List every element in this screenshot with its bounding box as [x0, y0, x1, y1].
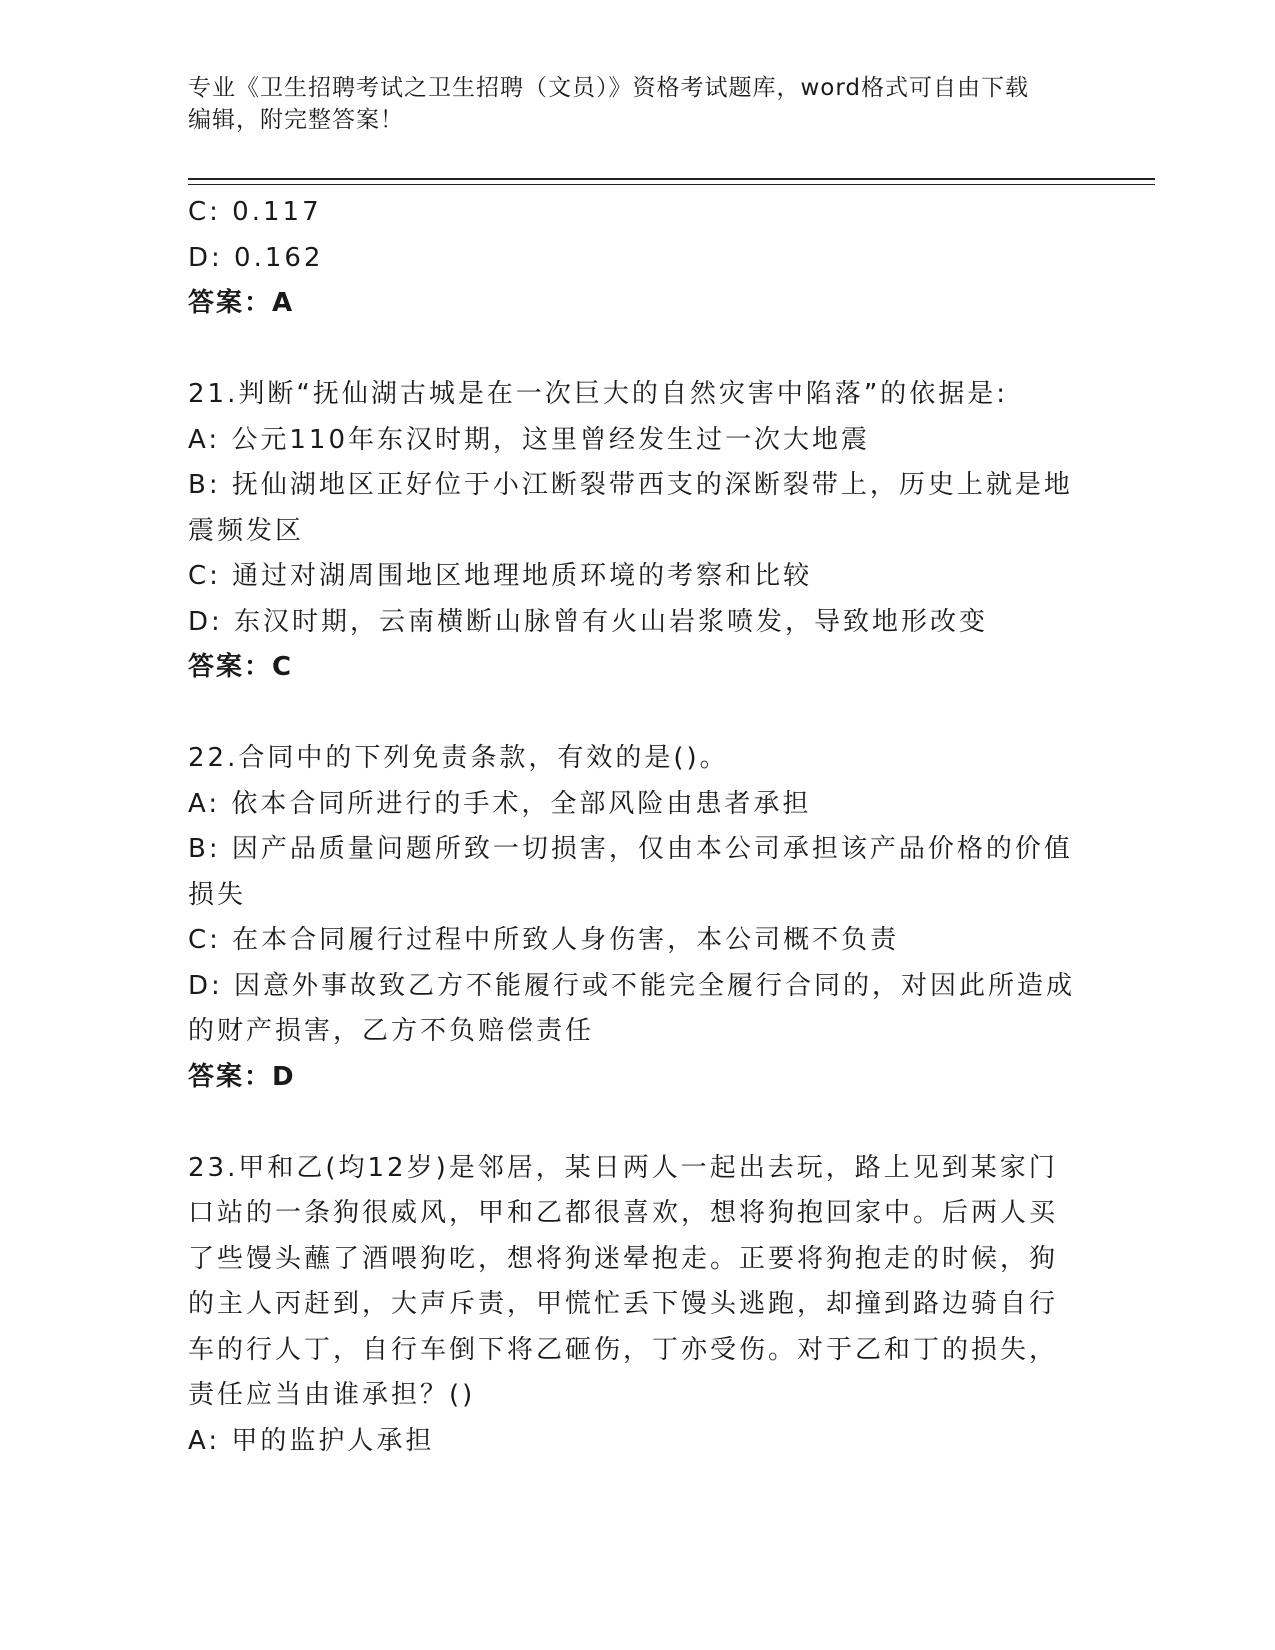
question-stem: 22.合同中的下列免责条款，有效的是()。: [188, 743, 729, 773]
option-d: D: 东汉时期，云南横断山脉曾有火山岩浆喷发，导致地形改变: [188, 606, 989, 637]
question-23: [188, 1146, 1088, 1465]
option-c: C: 在本合同履行过程中所致人身伤害，本公司概不负责: [188, 925, 900, 955]
question-stem-continued: 口站的一条狗很威风，甲和乙都很喜欢，想将狗抱回家中。后两人买: [188, 1198, 1059, 1228]
option-a: A: 依本合同所进行的手术，全部风险由患者承担: [188, 788, 812, 819]
option-b-continued: 损失: [188, 879, 247, 910]
question-21: [188, 372, 1088, 691]
option-b-continued: 震频发区: [188, 515, 305, 546]
option-c: C: 通过对湖周围地区地理地质环境的考察和比较: [188, 561, 813, 591]
question-stem: 23.甲和乙(均12岁)是邻居，某日两人一起出去玩，路上见到某家门: [188, 1152, 1058, 1183]
option-c: C: 0.117: [188, 197, 322, 227]
header-divider-thin: [188, 184, 1155, 185]
question-stem-continued: 了些馒头蘸了酒喂狗吃，想将狗迷晕抱走。正要将狗抱走的时候，狗: [188, 1243, 1059, 1274]
question-22: [188, 736, 1088, 1100]
option-d-continued: 的财产损害，乙方不负赔偿责任: [188, 1016, 595, 1046]
previous-question-tail: [188, 190, 1088, 327]
question-stem-continued: 的主人丙赶到，大声斥责，甲慌忙丢下馒头逃跑，却撞到路边骑自行: [188, 1289, 1059, 1319]
option-b: B: 因产品质量问题所致一切损害，仅由本公司承担该产品价格的价值: [188, 834, 1073, 864]
option-d: D: 因意外事故致乙方不能履行或不能完全履行合同的，对因此所造成: [188, 970, 1076, 1001]
option-d: D: 0.162: [188, 242, 324, 273]
header-line-1: 专业《卫生招聘考试之卫生招聘（文员）》资格考试题库，word格式可自由下载: [188, 75, 1030, 101]
option-a: A: 公元110年东汉时期，这里曾经发生过一次大地震: [188, 424, 870, 455]
question-stem: 21.判断“抚仙湖古城是在一次巨大的自然灾害中陷落”的依据是:: [188, 379, 1009, 409]
header-line-2: 编辑，附完整答案！: [188, 107, 404, 133]
question-stem-continued: 责任应当由谁承担？(): [188, 1380, 476, 1410]
answer: 答案：D: [188, 1061, 296, 1092]
answer: 答案：C: [188, 652, 294, 682]
question-stem-continued: 车的行人丁，自行车倒下将乙砸伤，丁亦受伤。对于乙和丁的损失，: [188, 1334, 1059, 1365]
question-list: [188, 190, 1088, 1464]
answer: 答案：A: [188, 288, 295, 318]
document-header: [188, 72, 1078, 136]
option-b: B: 抚仙湖地区正好位于小江断裂带西支的深断裂带上，历史上就是地: [188, 470, 1073, 500]
header-divider-thick: [188, 178, 1155, 180]
option-a: A: 甲的监护人承担: [188, 1425, 435, 1456]
